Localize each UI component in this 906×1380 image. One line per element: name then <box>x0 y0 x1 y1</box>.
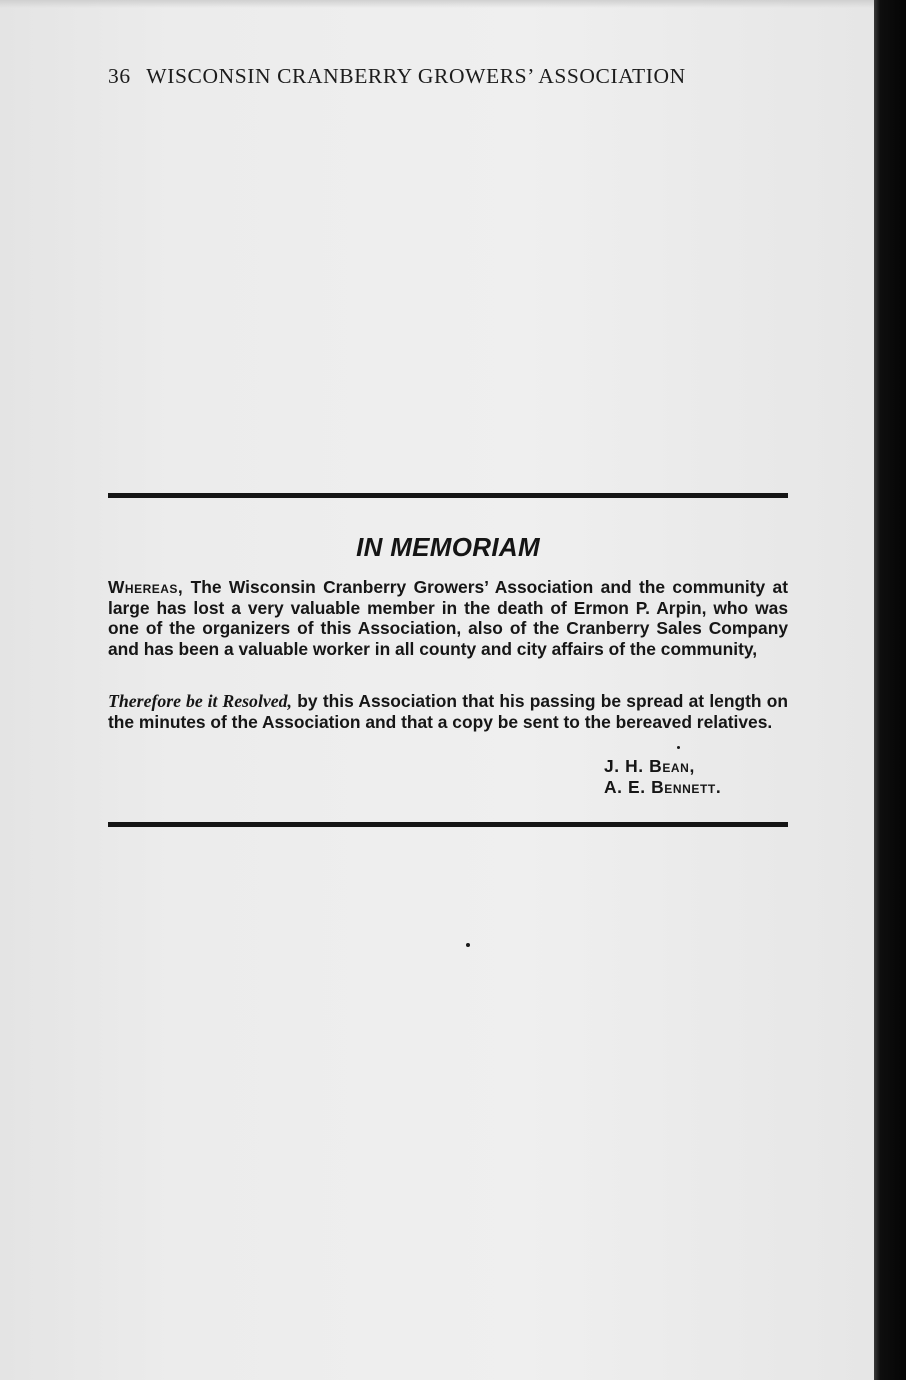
page-number: 36 <box>108 64 131 88</box>
whereas-word: Whereas, <box>108 577 184 597</box>
running-title: WISCONSIN CRANBERRY GROWERS’ ASSOCIATION <box>146 64 686 88</box>
bottom-divider-rule <box>108 822 788 827</box>
ink-speck <box>466 943 470 947</box>
page-top-edge <box>0 0 874 8</box>
resolved-text: by this Association that his passing be spread at length on the minutes of the Association and that a copy be sent to the bereaved relatives. <box>108 691 789 732</box>
signatories <box>604 756 721 797</box>
resolved-lead: Therefore be it Resolved, <box>108 691 293 711</box>
signer-name: J. H. Bean, <box>604 756 695 776</box>
signer-name: A. E. Bennett. <box>604 776 722 797</box>
top-divider-rule <box>108 493 788 498</box>
memorial-title: IN MEMORIAM <box>356 532 540 562</box>
resolved-paragraph <box>108 691 788 732</box>
running-header <box>108 64 768 89</box>
ink-speck <box>677 746 680 749</box>
book-spine-shadow <box>874 0 906 1380</box>
whereas-text: The Wisconsin Cranberry Growers’ Association and the community at large has lost a very valuable member in the death of Ermon P. Arpin, who was one of the organizers of this Association, also of the Cranberry Sales Company and has been a valuable worker in all county and city affairs of the community, <box>108 577 788 659</box>
whereas-paragraph <box>108 577 788 659</box>
